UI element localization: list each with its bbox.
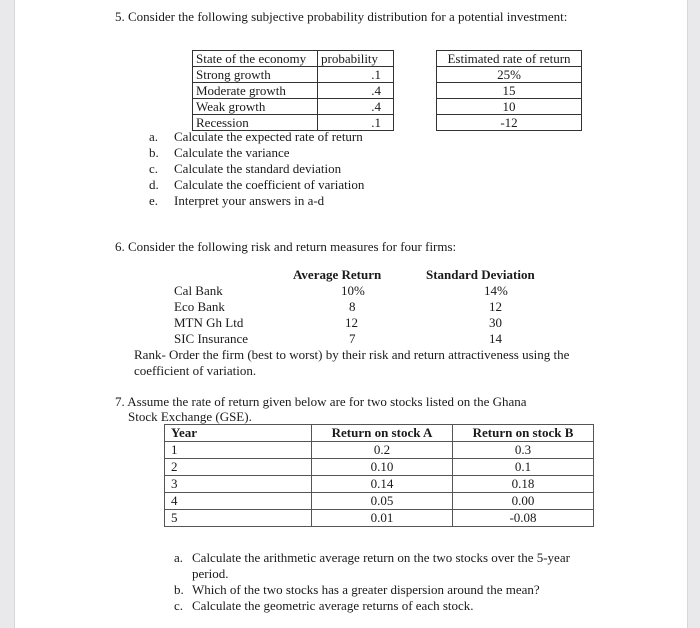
firm-name: SIC Insurance [174, 331, 249, 346]
q5-item-text: Calculate the coefficient of variation [174, 177, 365, 192]
firm-average-return: 10% [341, 283, 365, 298]
header-state: State of the economy [193, 51, 318, 67]
table-row [165, 493, 594, 510]
q7-item-text-cont: period. [192, 566, 229, 581]
table-row [193, 99, 582, 115]
q5-probability-table [192, 50, 582, 131]
q7-returns-table [164, 424, 594, 527]
q6-average-return-header: Average Return [293, 267, 382, 282]
state-cell: Weak growth [193, 99, 318, 115]
q5-item-text: Calculate the variance [174, 145, 290, 160]
stock-a-cell: 0.01 [312, 510, 453, 527]
firm-standard-deviation: 14% [484, 283, 508, 298]
probability-cell: .4 [318, 83, 394, 99]
table-row [165, 510, 594, 527]
year-cell: 2 [165, 459, 312, 476]
firm-average-return: 8 [349, 299, 356, 314]
q5-item-letter: c. [149, 161, 159, 176]
stock-b-cell: 0.3 [453, 442, 594, 459]
q5-item-letter: b. [149, 145, 159, 160]
table-row [193, 67, 582, 83]
stock-a-cell: 0.10 [312, 459, 453, 476]
return-cell: -12 [437, 115, 582, 131]
q5-item-text: Interpret your answers in a-d [174, 193, 325, 208]
firm-name: Eco Bank [174, 299, 225, 314]
q5-item-text: Calculate the standard deviation [174, 161, 342, 176]
firm-standard-deviation: 12 [489, 299, 502, 314]
header-probability: probability [318, 51, 394, 67]
q6-rank-instruction-cont: coefficient of variation. [134, 363, 257, 378]
table-row [193, 83, 582, 99]
q5-item-text: Calculate the expected rate of return [174, 129, 363, 144]
firm-name: MTN Gh Ltd [174, 315, 244, 330]
probability-cell: .4 [318, 99, 394, 115]
header-stock-a: Return on stock A [312, 425, 453, 442]
table-row [165, 442, 594, 459]
q7-item-letter: b. [174, 582, 184, 597]
q7-heading: 7. Assume the rate of return given below are for two stocks listed on the Ghana [115, 394, 527, 409]
table-header-row [165, 425, 594, 442]
stock-a-cell: 0.14 [312, 476, 453, 493]
q7-item-text: Calculate the geometric average returns of each stock. [192, 598, 474, 613]
return-cell: 10 [437, 99, 582, 115]
header-stock-b: Return on stock B [453, 425, 594, 442]
table-header-row [193, 51, 582, 67]
firm-name: Cal Bank [174, 283, 223, 298]
q5-item-letter: d. [149, 177, 159, 192]
q7-item-text: Which of the two stocks has a greater dispersion around the mean? [192, 582, 540, 597]
q6-standard-deviation-header: Standard Deviation [426, 267, 535, 282]
year-cell: 5 [165, 510, 312, 527]
q7-item-letter: a. [174, 550, 184, 565]
probability-cell: .1 [318, 67, 394, 83]
q5-item-letter: e. [149, 193, 159, 208]
year-cell: 4 [165, 493, 312, 510]
firm-standard-deviation: 30 [489, 315, 502, 330]
document-page [14, 0, 688, 628]
firm-standard-deviation: 14 [489, 331, 502, 346]
q6-heading: 6. Consider the following risk and return measures for four firms: [115, 239, 457, 254]
stock-b-cell: 0.00 [453, 493, 594, 510]
header-return: Estimated rate of return [437, 51, 582, 67]
stock-b-cell: -0.08 [453, 510, 594, 527]
state-cell: Recession [193, 115, 318, 131]
q5-item-letter: a. [149, 129, 159, 144]
state-cell: Strong growth [193, 67, 318, 83]
stock-a-cell: 0.2 [312, 442, 453, 459]
year-cell: 1 [165, 442, 312, 459]
header-year: Year [165, 425, 312, 442]
year-cell: 3 [165, 476, 312, 493]
return-cell: 15 [437, 83, 582, 99]
q7-item-text: Calculate the arithmetic average return on the two stocks over the 5-year [192, 550, 570, 565]
stock-b-cell: 0.1 [453, 459, 594, 476]
probability-cell: .1 [318, 115, 394, 131]
firm-average-return: 12 [345, 315, 358, 330]
table-row [165, 459, 594, 476]
stock-b-cell: 0.18 [453, 476, 594, 493]
q7-item-letter: c. [174, 598, 184, 613]
q6-rank-instruction: Rank- Order the firm (best to worst) by their risk and return attractiveness using the [134, 347, 570, 362]
return-cell: 25% [437, 67, 582, 83]
firm-average-return: 7 [349, 331, 356, 346]
q7-heading-cont: Stock Exchange (GSE). [128, 409, 252, 424]
table-row [165, 476, 594, 493]
q5-heading: 5. Consider the following subjective probability distribution for a potential investment: [115, 9, 568, 24]
stock-a-cell: 0.05 [312, 493, 453, 510]
state-cell: Moderate growth [193, 83, 318, 99]
